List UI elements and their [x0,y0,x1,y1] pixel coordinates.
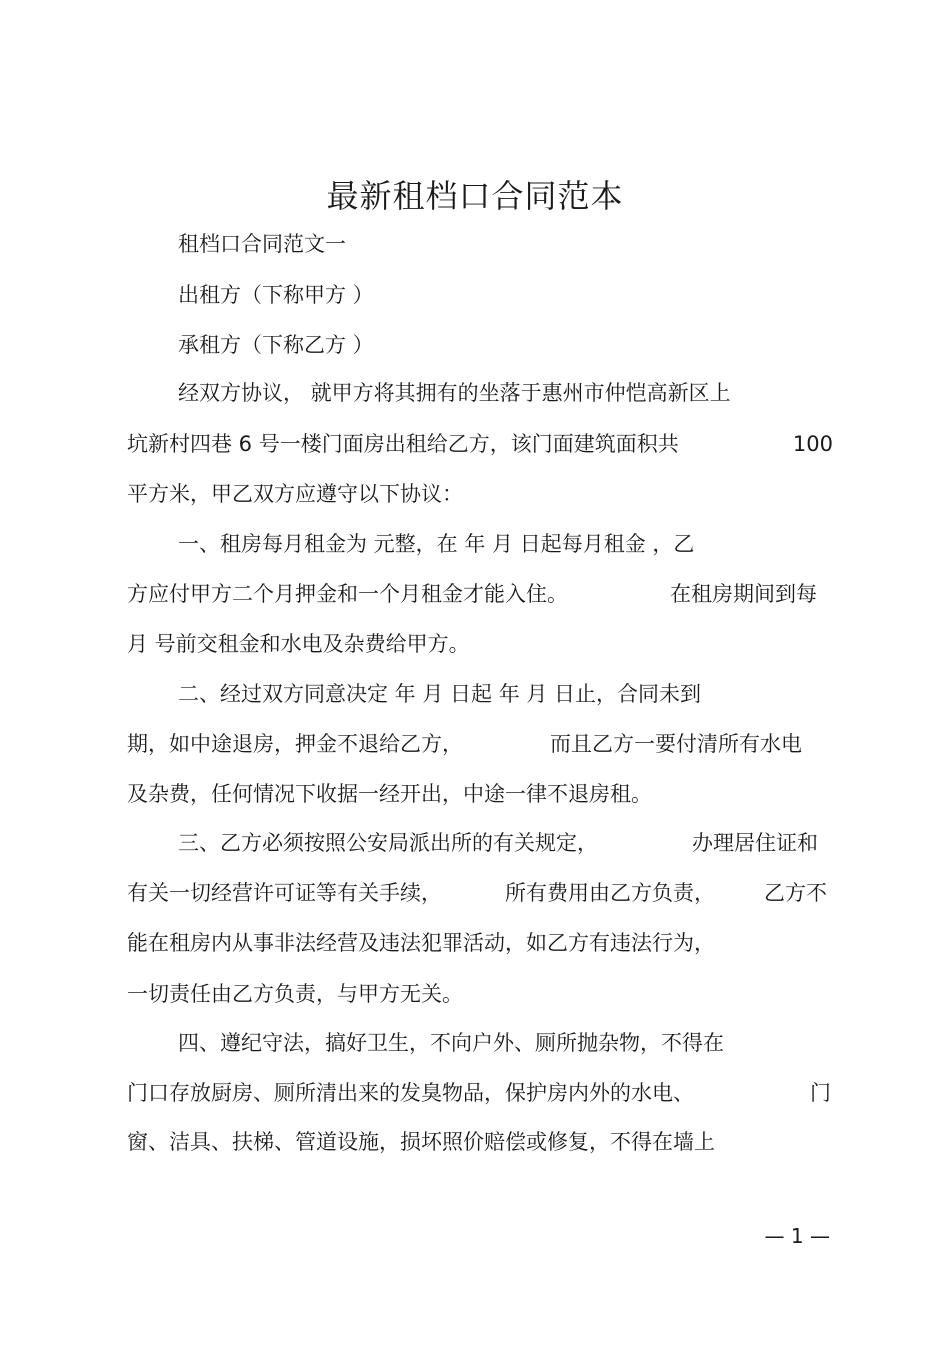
line-text: 100 [792,432,833,456]
paragraph-line [178,828,818,858]
line-text: 经双方协议， 就甲方将其拥有的坐落于惠州市仲恺高新区上 [178,381,731,405]
line-text: 门 [810,1081,831,1105]
line-text: 窗、洁具、扶梯、管道设施，损坏照价赔偿或修复，不得在墙上 [127,1130,715,1154]
paragraph-line [178,229,346,259]
paragraph-line [127,779,652,809]
line-text: 平方米，甲乙双方应遵守以下协议： [127,482,463,506]
line-text: 三、乙方必须按照公安局派出所的有关规定， [178,831,598,855]
paragraph-line [127,629,470,659]
line-text: 四、遵纪守法，搞好卫生，不向户外、厕所抛杂物，不得在 [178,1031,724,1055]
line-text: 期，如中途退房，押金不退给乙方， [127,732,463,756]
line-text: 能在租房内从事非法经营及违法犯罪活动，如乙方有违法行为， [127,931,715,955]
paragraph-line [127,729,802,759]
paragraph-line [127,928,715,958]
paragraph-line [178,378,731,408]
line-text: 坑新村四巷 6 号一楼门面房出租给乙方，该门面建筑面积共 [127,432,679,456]
line-text: 在租房期间到每 [670,582,817,606]
paragraph-line [178,280,374,310]
paragraph-line [127,579,817,609]
paragraph-line [178,679,701,709]
line-text: 办理居住证和 [692,831,818,855]
paragraph-line [178,529,694,559]
paragraph-line [127,1127,715,1157]
line-text: 而且乙方一要付清所有水电 [550,732,802,756]
line-text: 二、经过双方同意决定 年 月 日起 年 月 日止，合同未到 [178,682,702,706]
line-text: 承租方（下称乙方 ） [178,333,374,357]
paragraph-line [178,1028,724,1058]
paragraph-line [127,1078,831,1108]
line-text: 及杂费，任何情况下收据一经开出，中途一律不退房租。 [127,782,652,806]
line-text: 一切责任由乙方负责，与甲方无关。 [127,982,463,1006]
line-text: 乙方不 [764,881,827,905]
paragraph-line [127,479,463,509]
paragraph-line [127,979,463,1009]
line-text: 出租方（下称甲方 ） [178,283,374,307]
line-text: 所有费用由乙方负责， [505,881,715,905]
line-text: 门口存放厨房、厕所清出来的发臭物品，保护房内外的水电、 [127,1081,694,1105]
line-text: 租档口合同范文一 [178,232,346,256]
paragraph-line [127,878,827,908]
page-number: — 1 — [764,1224,830,1248]
line-text: 方应付甲方二个月押金和一个月租金才能入住。 [127,582,568,606]
document-title: 最新租档口合同范本 [326,177,624,215]
line-text: 有关一切经营许可证等有关手续， [127,881,442,905]
line-text: 月 号前交租金和水电及杂费给甲方。 [127,632,470,656]
line-text: 一、租房每月租金为 元整，在 年 月 日起每月租金 ，乙 [178,532,695,556]
paragraph-line [178,330,374,360]
paragraph-line [127,429,833,459]
